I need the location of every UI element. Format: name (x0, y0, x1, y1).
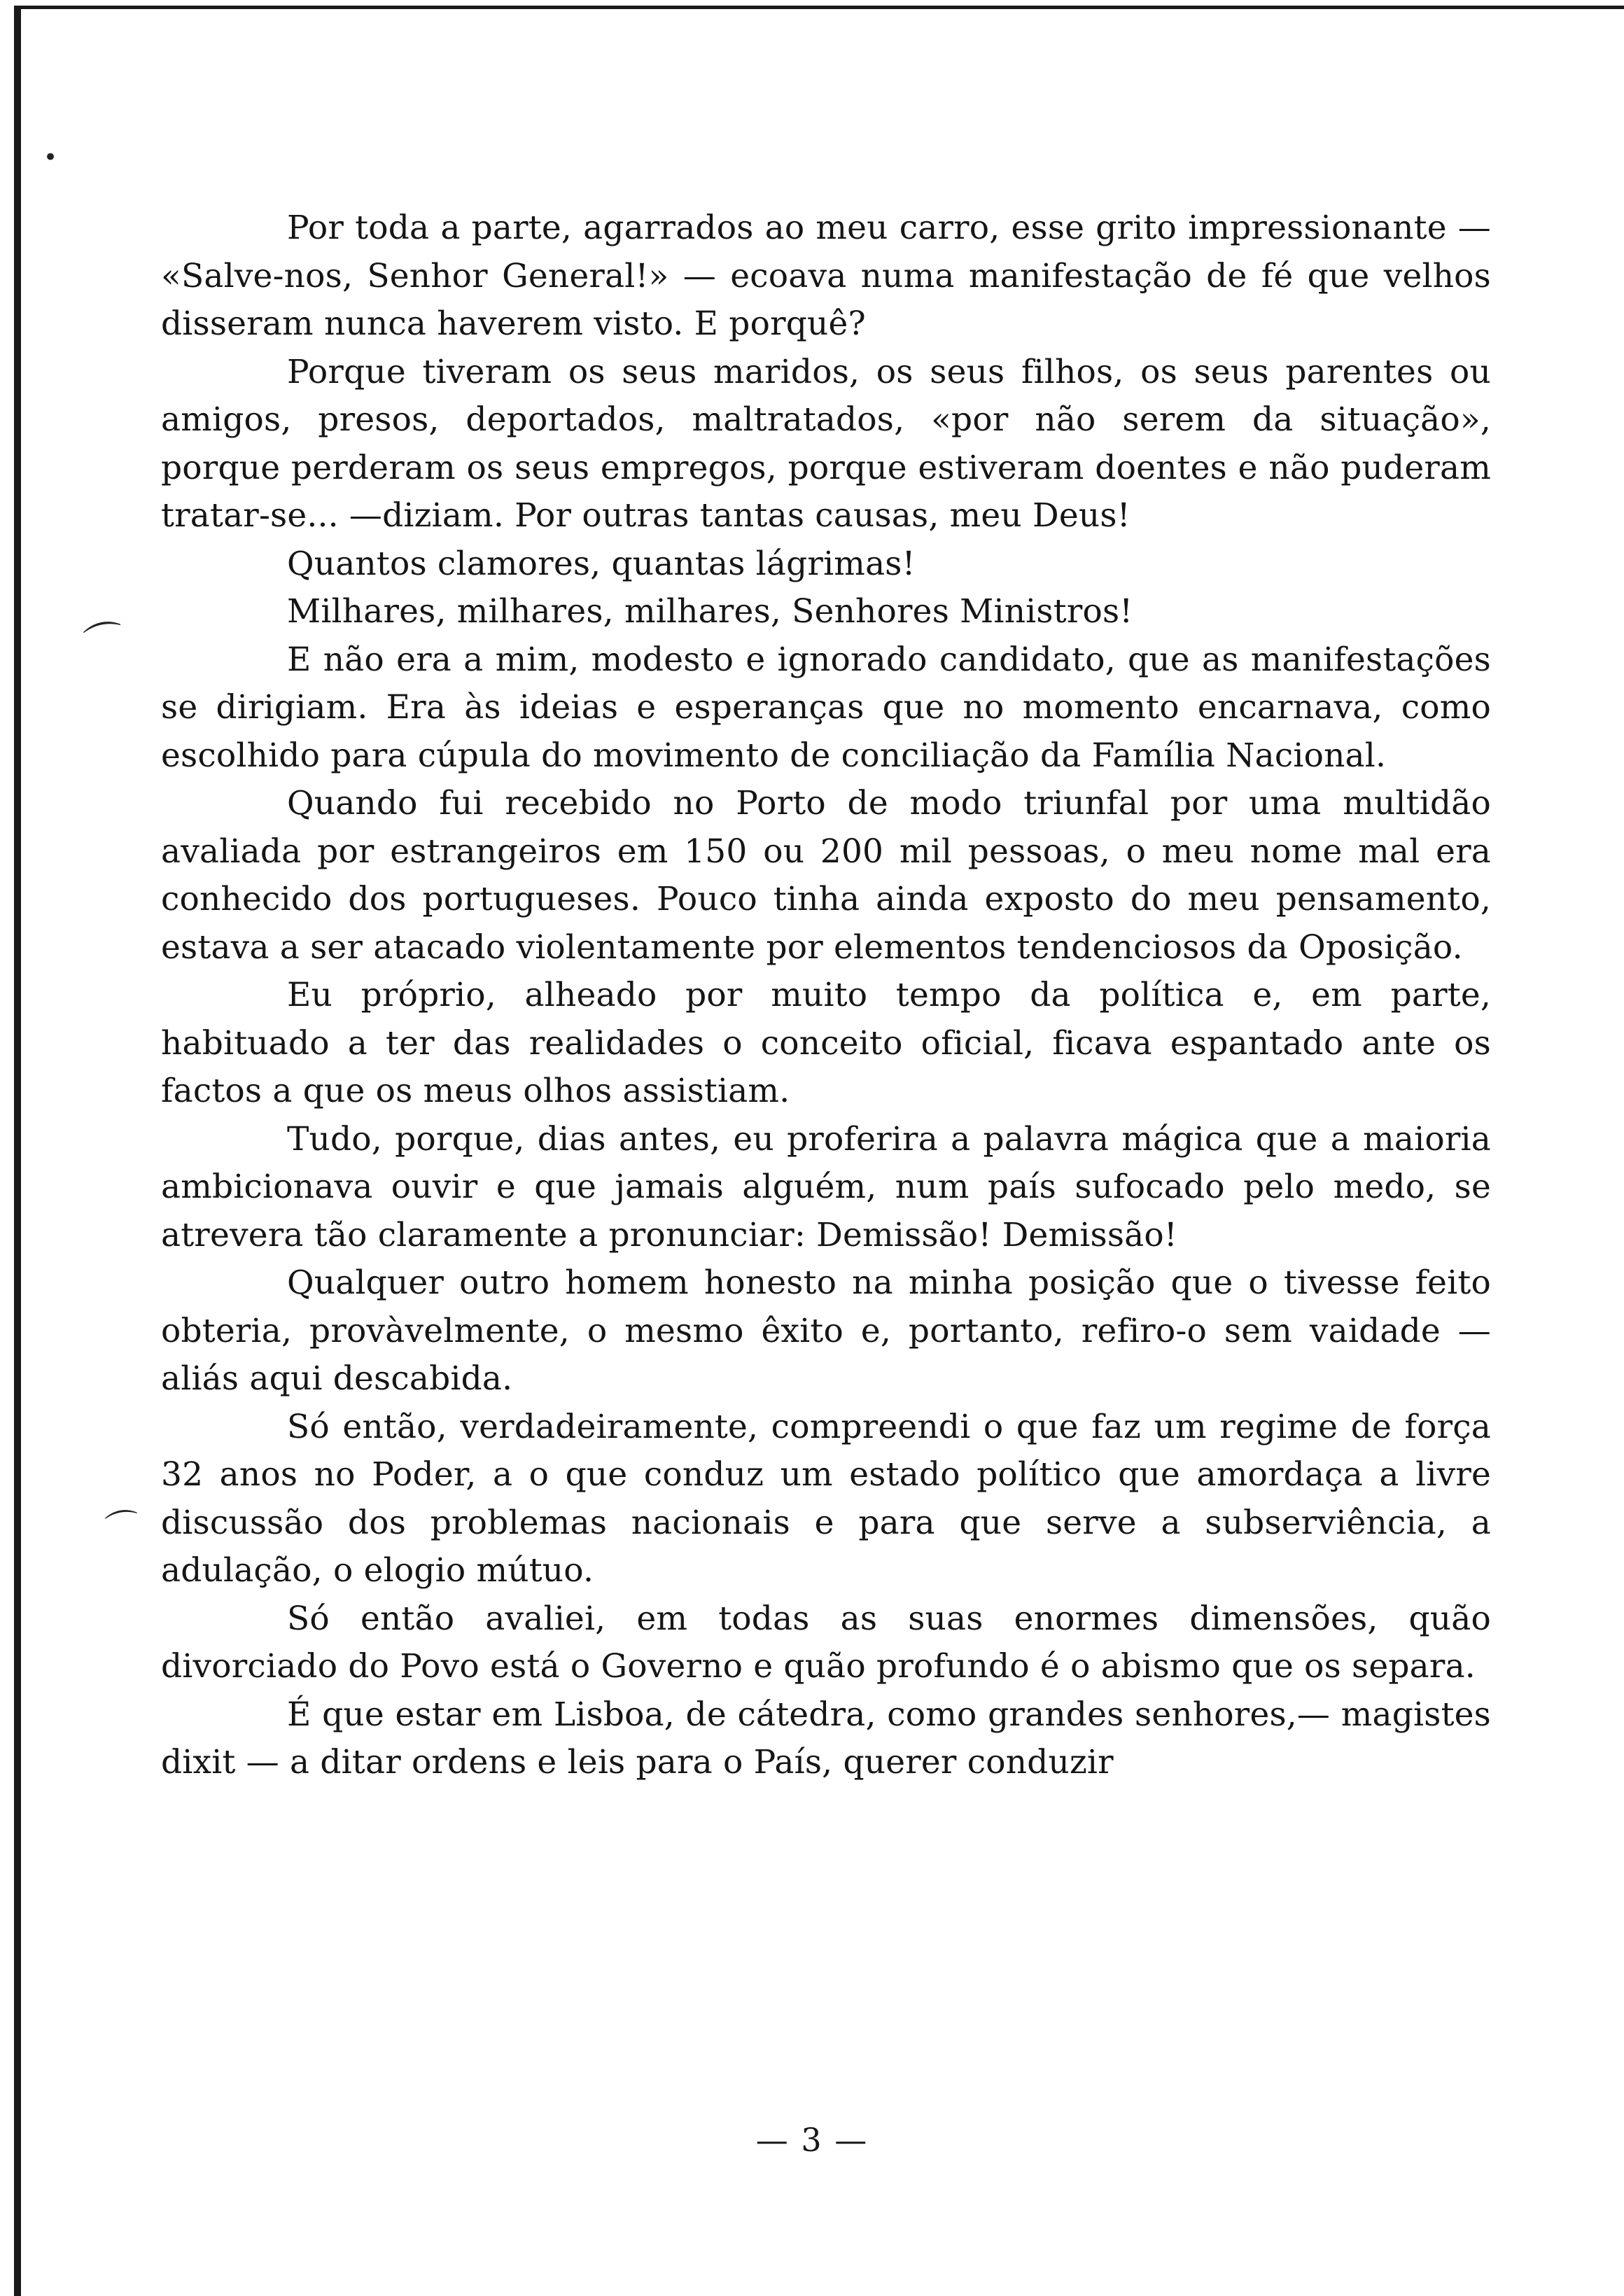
pencil-mark-icon: • (43, 144, 58, 172)
pencil-mark-icon: ⌒ (80, 615, 130, 669)
paragraph: Milhares, milhares, milhares, Senhores Ministros! (287, 592, 1133, 631)
paragraph: Só então avaliei, em todas as suas enormes dimensões, quão divorciado do Povo está o Governo e quão profundo é o abismo que os separa. (161, 1599, 1491, 1686)
paragraph: Quantos clamores, quantas lágrimas! (287, 544, 916, 583)
page-number: — 3 — (755, 2121, 869, 2159)
pencil-mark-icon: ⌒ (103, 1505, 144, 1550)
scan-border-left (14, 6, 21, 2296)
paragraph: Por toda a parte, agarrados ao meu carro, esse grito impressionante — «Salve-nos, Senhor General!» — ecoava numa manifestação de fé que velhos disseram nunca haverem visto. E porquê? (161, 209, 1491, 343)
paragraph: Qualquer outro homem honesto na minha posição que o tivesse feito obteria, provàvelmente, o mesmo êxito e, portanto, refiro-o sem vaidade — aliás aqui descabida. (161, 1264, 1491, 1398)
paragraph: Só então, verdadeiramente, compreendi o que faz um regime de força 32 anos no Poder, a o que conduz um estado político que amordaça a livre discussão dos problemas nacionais e para que serve a subserviência, a adulação, o elogio mútuo. (161, 1407, 1491, 1590)
paragraph: Quando fui recebido no Porto de modo triunfal por uma multidão avaliada por estrangeiros em 150 ou 200 mil pessoas, o meu nome mal era conhecido dos portugueses. Pouco tinha ainda exposto do meu pensamento, estava a ser atacado violentamente por elementos tendenciosos da Oposição. (161, 784, 1491, 967)
paragraph: E não era a mim, modesto e ignorado candidato, que as manifestações se dirigiam. Era às ideias e esperanças que no momento encarnava, como escolhido para cúpula do movimento de conciliação da Família Nacional. (161, 640, 1491, 775)
body-text (161, 204, 1491, 1787)
paragraph: É que estar em Lisboa, de cátedra, como grandes senhores,— magistes dixit — a ditar ordens e leis para o País, querer conduzir (161, 1695, 1491, 1782)
paragraph: Porque tiveram os seus maridos, os seus filhos, os seus parentes ou amigos, presos, deportados, maltratados, «por não serem da situação», porque perderam os seus empregos, porque estiveram doentes e não puderam tratar-se... —diziam. Por outras tantas causas, meu Deus! (161, 352, 1491, 535)
paragraph: Eu próprio, alheado por muito tempo da política e, em parte, habituado a ter das realidades o conceito oficial, ficava espantado ante os factos a que os meus olhos assistiam. (161, 976, 1491, 1110)
paragraph: Tudo, porque, dias antes, eu proferira a palavra mágica que a maioria ambicionava ouvir e que jamais alguém, num país sufocado pelo medo, se atrevera tão claramente a pronunciar: Demissão! Demissão! (161, 1119, 1491, 1254)
scan-border-top (14, 6, 1624, 9)
